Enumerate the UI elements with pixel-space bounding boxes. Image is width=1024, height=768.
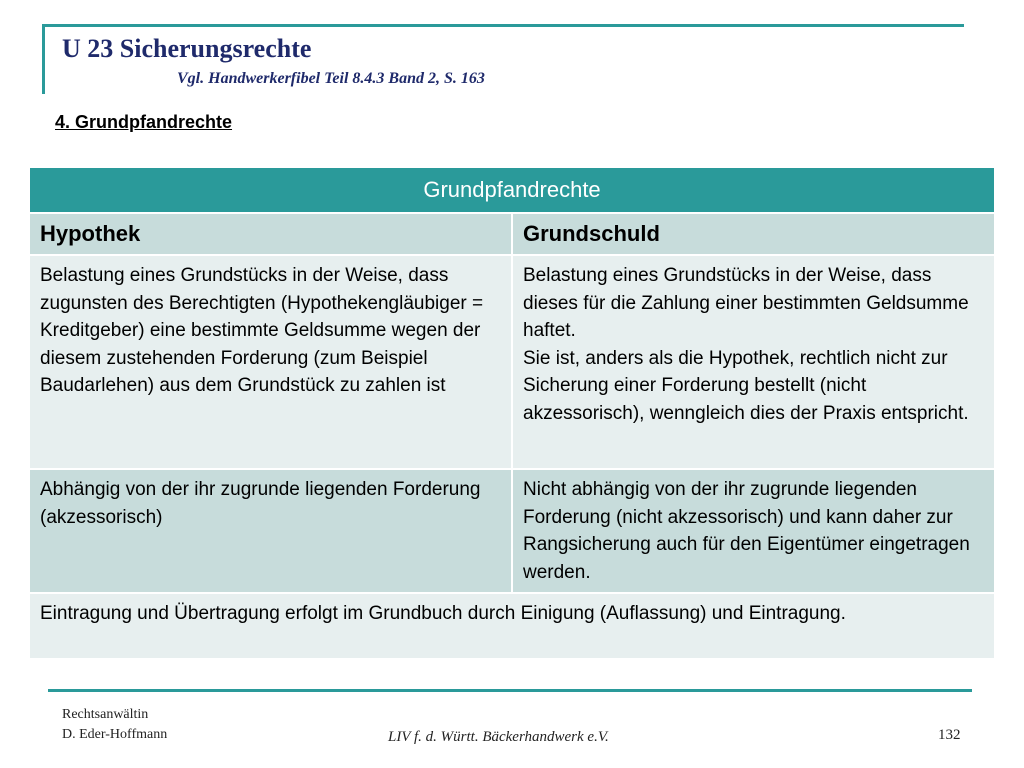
grundpfandrechte-table — [28, 166, 996, 660]
cell-eintragung: Eintragung und Übertragung erfolgt im Grundbuch durch Einigung (Auflassung) und Eintragung. — [29, 593, 995, 659]
top-rule — [42, 24, 964, 27]
table-row — [29, 593, 995, 659]
footer-organization: LIV f. d. Württ. Bäckerhandwerk e.V. — [388, 729, 609, 745]
footer-author — [62, 705, 167, 744]
footer-author-line2: D. Eder-Hoffmann — [62, 726, 168, 742]
page-number: 132 — [938, 727, 961, 743]
section-heading: 4. Grundpfandrechte — [55, 112, 233, 132]
cell-hypothek-definition: Belastung eines Grundstücks in der Weise, dass zugunsten des Berechtigten (Hypothekengläubiger = Kreditgeber) eine bestimmte Geldsumme wegen der diesem zustehenden Forderung (zum Beispiel Baudarlehen) aus dem Grundstück zu zahlen ist — [29, 255, 512, 469]
footer-author-line1: Rechtsanwältin — [62, 707, 149, 722]
table-title: Grundpfandrechte — [29, 167, 995, 213]
cell-hypothek-akzessorisch: Abhängig von der ihr zugrunde liegenden Forderung (akzessorisch) — [29, 469, 512, 593]
bottom-rule — [48, 689, 972, 692]
column-header-hypothek: Hypothek — [29, 213, 512, 255]
cell-grundschuld-definition: Belastung eines Grundstücks in der Weise, dass dieses für die Zahlung einer bestimmten Geldsumme haftet. Sie ist, anders als die Hypothek, rechtlich nicht zur Sicherung einer Forderung bestellt (nicht akzessorisch), wenngleich dies der Praxis entspricht. — [512, 255, 995, 469]
table-row — [29, 469, 995, 593]
table-row — [29, 255, 995, 469]
left-rule — [42, 24, 45, 94]
cell-grundschuld-akzessorisch: Nicht abhängig von der ihr zugrunde liegenden Forderung (nicht akzessorisch) und kann daher zur Rangsicherung auch für den Eigentümer eingetragen werden. — [512, 469, 995, 593]
slide-title: U 23 Sicherungsrechte — [62, 34, 312, 63]
column-header-grundschuld: Grundschuld — [512, 213, 995, 255]
slide-subtitle: Vgl. Handwerkerfibel Teil 8.4.3 Band 2, S. 163 — [177, 70, 485, 87]
